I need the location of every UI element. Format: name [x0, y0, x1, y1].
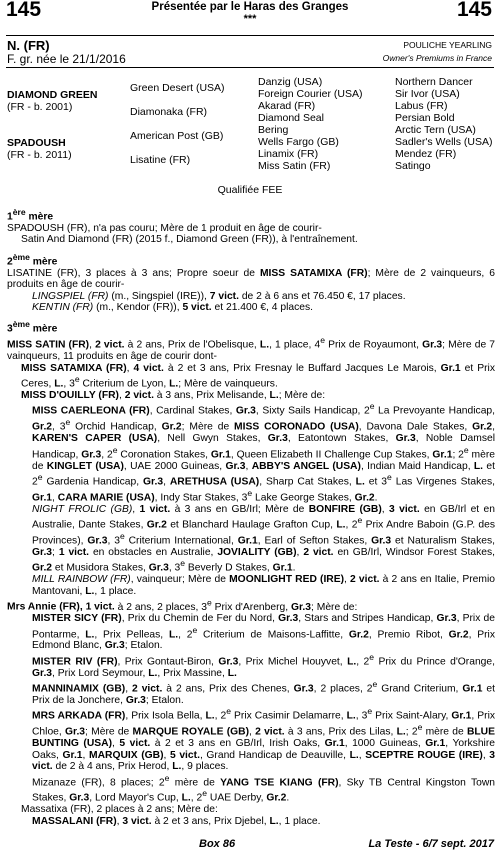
pedigree-g4: Satingo — [395, 160, 431, 172]
pedigree-g3: Foreign Courier (USA) — [258, 88, 363, 100]
generation-heading: 3ème mère — [7, 319, 58, 335]
pedigree-g4: Persian Bold — [395, 112, 455, 124]
box-number: Box 86 — [199, 838, 236, 850]
horse-birth: F. gr. née le 21/1/2016 — [7, 52, 126, 66]
presenter-line: Présentée par le Haras des Granges — [151, 1, 349, 13]
produce-entry: MISS D'OUILLY (FR), 2 vict. à 3 ans, Prix Melisande, L.; Mère de: — [21, 390, 326, 401]
pedigree-g2: Lisatine (FR) — [130, 154, 191, 166]
third-dam-paragraph: MISS SATIN (FR), 2 vict. à 2 ans, Prix de l'Obelisque, L., 1 place, 4e Prix de Royaumont, Gr.3; Mère de 7 vainqueurs, 11 produits en âge de courir dont- — [7, 335, 496, 363]
pedigree-g3: Miss Satin (FR) — [258, 160, 331, 172]
generation-heading: 2ème mère — [7, 251, 58, 268]
pedigree-g2: American Post (GB) — [130, 130, 224, 142]
produce-entry: LINGSPIEL (FR) (m., Singspiel (IRE)), 7 vict. de 2 à 6 ans et 76.450 €, 17 places. — [32, 290, 406, 302]
lot-number: 145 — [6, 0, 42, 21]
produce-entry: Massatixa (FR), 2 places à 2 ans; Mère de: — [21, 804, 218, 816]
qualification: Qualifiée FEE — [217, 184, 283, 196]
pedigree-g3: Akarad (FR) — [258, 100, 316, 112]
sire-info: (FR - b. 2001) — [7, 101, 73, 113]
second-dam-paragraph: LISATINE (FR), 3 places à 3 ans; Propre soeur de MISS SATAMIXA (FR); Mère de 2 vainqueurs, 6 produits en âge de courir- — [7, 267, 496, 291]
sale-venue-date: La Teste - 6/7 sept. 2017 — [368, 838, 494, 850]
produce-entry: MISS SATAMIXA (FR), 4 vict. à 2 et 3 ans, Prix Fresnay le Buffard Jacques Le Marois, Gr.1 et Prix Ceres, L., 3e Criterium de Lyon, L.; Mère de vainqueurs. — [21, 362, 495, 390]
pedigree-g4: Arctic Tern (USA) — [395, 124, 476, 136]
pedigree-g4: Northern Dancer — [395, 76, 473, 88]
produce-entry: MISTER SICY (FR), Prix du Chemin de Fer du Nord, Gr.3, Stars and Stripes Handicap, Gr.3, Prix de Pontarme, L., Prix Pelleas, L., 2e Criterium de Maisons-Laffitte, Gr.2, Premio Ribot, Gr.2, Prix Edmond Blanc, Gr.3; Etalon. — [32, 613, 495, 652]
produce-entry: MISS CAERLEONA (FR), Cardinal Stakes, Gr.3, Sixty Sails Handicap, 2e La Prevoyante Handicap, Gr.2, 3e Orchid Handicap, Gr.2; Mère de MISS CORONADO (USA), Davona Dale Stakes, Gr.2, KAREN'S CAPER (USA), Nell Gwyn Stakes, Gr.3, Eatontown Stakes, Gr.3, Noble Damsel Handicap, Gr.3, 2e Coronation Stakes, Gr.1, Queen Elizabeth II Challenge Cup Stakes, Gr.1; 2e mère de KINGLET (USA), UAE 2000 Guineas, Gr.3, ABBY'S ANGEL (USA), Indian Maid Handicap, L. et 2e Gardenia Handicap, Gr.3, ARETHUSA (USA), Sharp Cat Stakes, L. et 3e Las Virgenes Stakes, Gr.1, CARA MARIE (USA), Indy Star Stakes, 3e Lake George Stakes, Gr.2. — [32, 401, 496, 504]
produce-entry: Mrs Annie (FR), 1 vict. à 2 ans, 2 places, 3e Prix d'Arenberg, Gr.3; Mère de: — [7, 597, 358, 613]
produce-entry: MISTER RIV (FR), Prix Gontaut-Biron, Gr.3, Prix Michel Houyvet, L., 2e Prix du Prince d'Orange, Gr.3, Prix Lord Seymour, L., Prix Massine, L. — [32, 651, 495, 679]
dam-name: SPADOUSH — [7, 137, 66, 149]
pedigree-g3: Linamix (FR) — [258, 148, 319, 160]
pedigree-g3: Wells Fargo (GB) — [258, 136, 339, 148]
produce-entry: MASSALANI (FR), 3 vict. à 2 et 3 ans, Prix Djebel, L., 1 place. — [32, 815, 321, 827]
catalogue-header — [0, 0, 500, 36]
produce-entry: Mizanaze (FR), 8 places; 2e mère de YANG TSE KIANG (FR), Sky TB Central Kingston Town Stakes, Gr.3, Lord Mayor's Cup, L., 2e UAE Derby, Gr.2. — [32, 772, 495, 804]
produce-entry: MANNINAMIX (GB), 2 vict. à 2 ans, Prix des Chenes, Gr.3, 2 places, 2e Grand Criterium, Gr.1 et Prix de la Jonchere, Gr.3; Etalon. — [32, 679, 495, 707]
pedigree-g3: Diamond Seal — [258, 112, 324, 124]
family-text — [7, 207, 495, 827]
page-footer — [0, 838, 500, 853]
horse-name: N. (FR) — [7, 38, 50, 53]
produce-entry: KENTIN (FR) (m., Kendor (FR)), 5 vict. et 21.400 €, 4 places. — [32, 302, 313, 314]
produce-entry: MRS ARKADA (FR), Prix Isola Bella, L., 2e Prix Casimir Delamarre, L., 3e Prix Saint-Alary, Gr.1, Prix Chloe, Gr.3; Mère de MARQUE ROYALE (GB), 2 vict. à 3 ans, Prix des Lilas, L.; 2e mère de BLUE BUNTING (USA), 5 vict. à 2 et 3 ans en GB/Irl, Irish Oaks, Gr.1, 1000 Guineas, Gr.1, Yorkshire Oaks, Gr.1, MARQUIX (GB), 5 vict., Grand Handicap de Deauville, L., SCEPTRE ROUGE (IRE), 3 vict. de 2 à 4 ans, Prix Herod, L., 9 places. — [32, 706, 496, 773]
pedigree-g4: Mendez (FR) — [395, 148, 457, 160]
pedigree-g2: Diamonaka (FR) — [130, 106, 208, 118]
pedigree-g4: Labus (FR) — [395, 100, 448, 112]
stars: *** — [243, 13, 257, 25]
pedigree-g2: Green Desert (USA) — [130, 82, 225, 94]
pedigree-g3: Danzig (USA) — [258, 76, 323, 88]
pedigree-g4: Sir Ivor (USA) — [395, 88, 460, 100]
dam-paragraph: SPADOUSH (FR), n'a pas couru; Mère de 1 produit en âge de courir- — [7, 222, 322, 234]
produce-entry: NIGHT FROLIC (GB), 1 vict. à 3 ans en GB/Irl; Mère de BONFIRE (GB), 3 vict. en GB/Irl et en Australie, Dante Stakes, Gr.2 et Blanchard Haulage Grafton Cup, L., 2e Prix Andre Baboin (G.P. des Provinces), Gr.3, 3e Criterium International, Gr.1, Earl of Sefton Stakes, Gr.3 et Naturalism Stakes, Gr.3; 1 vict. en obstacles en Australie, JOVIALITY (GB), 2 vict. en GB/Irl, Windsor Forest Stakes, Gr.2 et Musidora Stakes, Gr.3, 3e Beverly D Stakes, Gr.1. — [32, 503, 496, 574]
horse-category: POULICHE YEARLING — [403, 40, 492, 50]
generation-heading: 1ère mère — [7, 207, 54, 223]
pedigree-g4: Sadler's Wells (USA) — [395, 136, 493, 148]
produce-entry: MILL RAINBOW (FR), vainqueur; Mère de MOONLIGHT RED (IRE), 2 vict. à 2 ans en Italie, Premio Mantovani, L., 1 place. — [32, 574, 495, 597]
sire-name: DIAMOND GREEN — [7, 89, 98, 101]
dam-paragraph: Satin And Diamond (FR) (2015 f., Diamond Green (FR)), à l'entraînement. — [21, 234, 358, 246]
dam-info: (FR - b. 2011) — [7, 149, 72, 161]
pedigree-rule — [6, 67, 494, 68]
lot-number-right: 145 — [456, 0, 492, 21]
owner-premiums: Owner's Premiums in France — [382, 53, 492, 63]
pedigree-g3: Bering — [258, 124, 289, 136]
header-rule — [6, 35, 494, 36]
